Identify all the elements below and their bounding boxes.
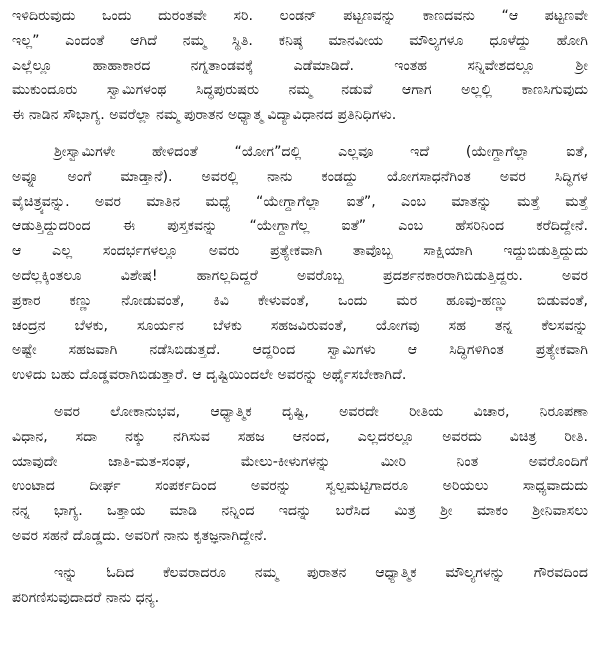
text-line: ಅವ್ನೂ ಅಂಗೆ ಮಾಡ್ತಾನೆ). ಅವರಲ್ಲಿ ನಾನು ಕಂಡದ್ದು ಯೋಗಸಾಧನೆಗಿಂತ ಅವರ ಸಿದ್ಧಿಗಳ — [12, 168, 588, 185]
text-line: ಪರಿಗಣಿಸುವುದಾದರೆ ನಾನು ಧನ್ಯ. — [12, 589, 160, 606]
text-line: ಉಂಟಾದ ದೀರ್ಘ ಸಂಪರ್ಕದಿಂದ ಅವರನ್ನು ಸ್ವಲ್ಪಮಟ್ಟಿಗಾದರೂ ಅರಿಯಲು ಸಾಧ್ಯವಾದುದು — [12, 478, 588, 495]
text-line: ಅವರ ಸಹನೆ ದೊಡ್ಡದು. ಅವರಿಗೆ ನಾನು ಕೃತಜ್ಞನಾಗಿದ್ದೇನೆ. — [12, 527, 268, 544]
paragraph-2 — [12, 140, 588, 388]
text-line: ಉಳಿದು ಬಹು ದೊಡ್ಡವರಾಗಿಬಿಡುತ್ತಾರೆ. ಆ ದೃಷ್ಟಿಯಿಂದಲೇ ಅವರನ್ನು ಅರ್ಥೈಸಬೇಕಾಗಿದೆ. — [12, 367, 407, 384]
text-line: ಆಡುತ್ತಿದ್ದುದರಿಂದ ಈ ಪುಸ್ತಕವನ್ನು “ಯೇಗ್ದಾಗೆಲ್ಲ ಐತೆ” ಎಂಬ ಹೆಸರಿನಿಂದ ಕರೆದಿದ್ದೇನೆ. — [12, 218, 588, 235]
text-line: ಅಷ್ಟೇ ಸಹಜವಾಗಿ ನಡೆಸಿಬಿಡುತ್ತದೆ. ಆದ್ದರಿಂದ ಸ್ವಾಮಿಗಳು ಆ ಸಿದ್ಧಿಗಳಿಗಿಂತ ಪ್ರತ್ಯೇಕವಾಗಿ — [12, 342, 588, 359]
text-line: ನನ್ನ ಭಾಗ್ಯ. ಒತ್ತಾಯ ಮಾಡಿ ನನ್ನಿಂದ ಇದನ್ನು ಬರೆಸಿದ ಮಿತ್ರ ಶ್ರೀ ಮಾಕಂ ಶ್ರೀನಿವಾಸಲು — [12, 503, 588, 520]
text-line: ವೈಚಿತ್ರ್ಯವನ್ನು. ಅವರ ಮಾತಿನ ಮಧ್ಯೆ “ಯೇಗ್ದಾಗೆಲ್ಲಾ ಐತೆ”, ಎಂಬ ಮಾತನ್ನು ಮತ್ತೆ ಮತ್ತೆ — [12, 193, 588, 210]
text-line: ಇಲ್ಲ” ಎಂದಂತೆ ಆಗಿದೆ ನಮ್ಮ ಸ್ಥಿತಿ. ಕನಿಷ್ಠ ಮಾನವೀಯ ಮೌಲ್ಯಗಳೂ ಧೂಳೆದ್ದು ಹೋಗಿ — [12, 32, 588, 49]
text-line: ಅವರ ಲೋಕಾನುಭವ, ಆಧ್ಯಾತ್ಮಿಕ ದೃಷ್ಟಿ, ಅವರದೇ ರೀತಿಯ ವಿಚಾರ, ನಿರೂಪಣಾ — [54, 403, 588, 420]
text-line: ಚಂದ್ರನ ಬೆಳಕು, ಸೂರ್ಯನ ಬೆಳಕು ಸಹಜವಿರುವಂತೆ, ಯೋಗವು ಸಹ ತನ್ನ ಕೆಲಸವನ್ನು — [12, 317, 588, 334]
text-line: ಎಲ್ಲೆಲ್ಲೂ ಹಾಹಾಕಾರದ ನಗ್ನತಾಂಡವಕ್ಕೆ ಎಡೆಮಾಡಿದೆ. ಇಂತಹ ಸನ್ನಿವೇಶದಲ್ಲೂ ಶ್ರೀ — [12, 57, 588, 74]
paragraph-1 — [12, 4, 588, 128]
text-line: ಇನ್ನು ಓದಿದ ಕೆಲವರಾದರೂ ನಮ್ಮ ಪುರಾತನ ಆಧ್ಯಾತ್ಮಿಕ ಮೌಲ್ಯಗಳನ್ನು ಗೌರವದಿಂದ — [54, 564, 588, 581]
text-line: ಈ ನಾಡಿನ ಸೌಭಾಗ್ಯ. ಅವರೆಲ್ಲಾ ನಮ್ಮ ಪುರಾತನ ಅಧ್ಯಾತ್ಮ ವಿದ್ಯಾವಿಧಾನದ ಪ್ರತಿನಿಧಿಗಳು. — [12, 107, 397, 124]
paragraph-3 — [12, 400, 588, 549]
paragraph-4 — [12, 561, 588, 611]
text-line: ಮುಕುಂದೂರು ಸ್ವಾಮಿಗಳಂಥ ಸಿದ್ಧಪುರುಷರು ನಮ್ಮ ನಡುವೆ ಆಗಾಗ ಅಲ್ಲಲ್ಲಿ ಕಾಣಸಿಗುವುದು — [12, 82, 588, 99]
text-line: ಆ ಎಲ್ಲ ಸಂದರ್ಭಗಳಲ್ಲೂ ಅವರು ಪ್ರತ್ಯೇಕವಾಗಿ ತಾವೊಬ್ಬ ಸಾಕ್ಷಿಯಾಗಿ ಇದ್ದುಬಿಡುತ್ತಿದ್ದುದು — [12, 243, 588, 260]
text-line: ಪ್ರಕಾರ ಕಣ್ಣು ನೋಡುವಂತೆ, ಕಿವಿ ಕೇಳುವಂತೆ, ಒಂದು ಮರ ಹೂವು-ಹಣ್ಣು ಬಿಡುವಂತೆ, — [12, 292, 588, 309]
text-line: ಅದೆಲ್ಲಕ್ಕಿಂತಲೂ ವಿಶೇಷ! ಹಾಗಲ್ಲದಿದ್ದರೆ ಅವರೊಬ್ಬ ಪ್ರದರ್ಶನಕಾರರಾಗಿಬಿಡುತ್ತಿದ್ದರು. ಅವರ — [12, 267, 588, 284]
text-line: ಶ್ರೀಸ್ವಾಮಿಗಳೇ ಹೇಳಿದಂತೆ “ಯೋಗ”ದಲ್ಲಿ ಎಲ್ಲವೂ ಇದೆ (ಯೇಗ್ದಾಗೆಲ್ಲಾ ಐತೆ, — [54, 143, 588, 160]
text-line: ಇಳಿದಿರುವುದು ಒಂದು ದುರಂತವೇ ಸರಿ. ಲಂಡನ್ ಪಟ್ಟಣವನ್ನು ಕಾಣದವನು “ಆ ಪಟ್ಟಣವೇ — [12, 8, 588, 24]
text-line: ವಿಧಾನ, ಸದಾ ನಕ್ಕು ನಗಿಸುವ ಸಹಜ ಆನಂದ, ಎಲ್ಲದರಲ್ಲೂ ಅವರದು ವಿಚಿತ್ರ ರೀತಿ. — [12, 428, 588, 445]
text-line: ಯಾವುದೇ ಜಾತಿ-ಮತ-ಸಂಘ, ಮೇಲು-ಕೀಳುಗಳನ್ನು ಮೀರಿ ನಿಂತ ಅವರೊಂದಿಗೆ — [12, 453, 588, 470]
